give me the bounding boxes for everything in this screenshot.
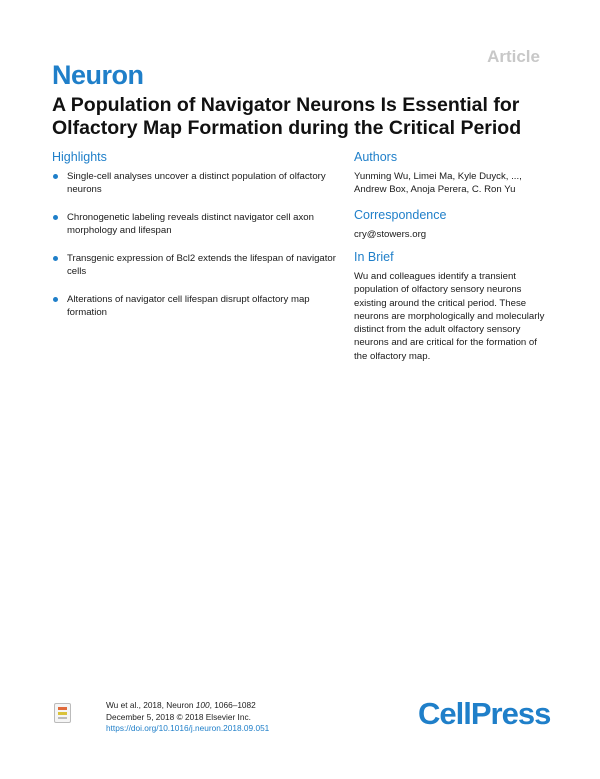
highlights-heading: Highlights <box>52 150 107 164</box>
correspondence-section <box>354 208 549 241</box>
highlights-list <box>52 170 337 319</box>
authors-heading: Authors <box>354 150 398 164</box>
highlight-text: Alterations of navigator cell lifespan disrupt olfactory map formation <box>67 294 310 318</box>
correspondence-heading: Correspondence <box>354 208 447 222</box>
bullet-icon <box>53 174 58 179</box>
citation-date: December 5, 2018 © 2018 Elsevier Inc. <box>106 711 251 722</box>
citation-prefix: Wu et al., 2018, Neuron <box>106 700 196 710</box>
authors-section <box>354 150 549 197</box>
bullet-icon <box>53 256 58 261</box>
in-brief-text: Wu and colleagues identify a transient population of olfactory sensory neurons existing around the critical period. These neurons are morphologically and molecularly distinct from the adult olfactory sensory neurons and are critical for the formation of the olfactory map. <box>354 271 545 362</box>
in-brief-heading: In Brief <box>354 250 394 264</box>
cellpress-logo[interactable]: CellPress <box>418 696 551 731</box>
highlight-item <box>52 170 337 196</box>
title-line-1: A Population of Navigator Neurons Is Essential for <box>52 94 520 116</box>
highlight-text: Single-cell analyses uncover a distinct population of olfactory neurons <box>67 171 326 195</box>
highlight-text: Transgenic expression of Bcl2 extends the lifespan of navigator cells <box>67 253 336 277</box>
citation-line <box>106 700 269 712</box>
article-title <box>52 94 572 140</box>
bullet-icon <box>53 297 58 302</box>
crossmark-icon[interactable] <box>54 703 71 723</box>
in-brief-section <box>354 250 549 363</box>
highlight-item <box>52 252 337 278</box>
highlight-item <box>52 293 337 319</box>
article-type-label: Article <box>487 47 540 66</box>
citation-volume: 100 <box>195 700 210 710</box>
highlights-section <box>52 150 337 334</box>
doi-link[interactable]: https://doi.org/10.1016/j.neuron.2018.09.051 <box>106 723 270 733</box>
authors-list: Yunming Wu, Limei Ma, Kyle Duyck, ..., Andrew Box, Anoja Perera, C. Ron Yu <box>354 171 522 196</box>
journal-name[interactable]: Neuron <box>52 60 144 90</box>
citation-pages: , 1066–1082 <box>209 700 256 710</box>
correspondence-email[interactable]: cry@stowers.org <box>354 229 427 240</box>
highlight-item <box>52 211 337 237</box>
citation-footer <box>106 700 269 735</box>
highlight-text: Chronogenetic labeling reveals distinct navigator cell axon morphology and lifespan <box>67 212 314 236</box>
title-line-2: Olfactory Map Formation during the Critical Period <box>52 117 522 139</box>
bullet-icon <box>53 215 58 220</box>
